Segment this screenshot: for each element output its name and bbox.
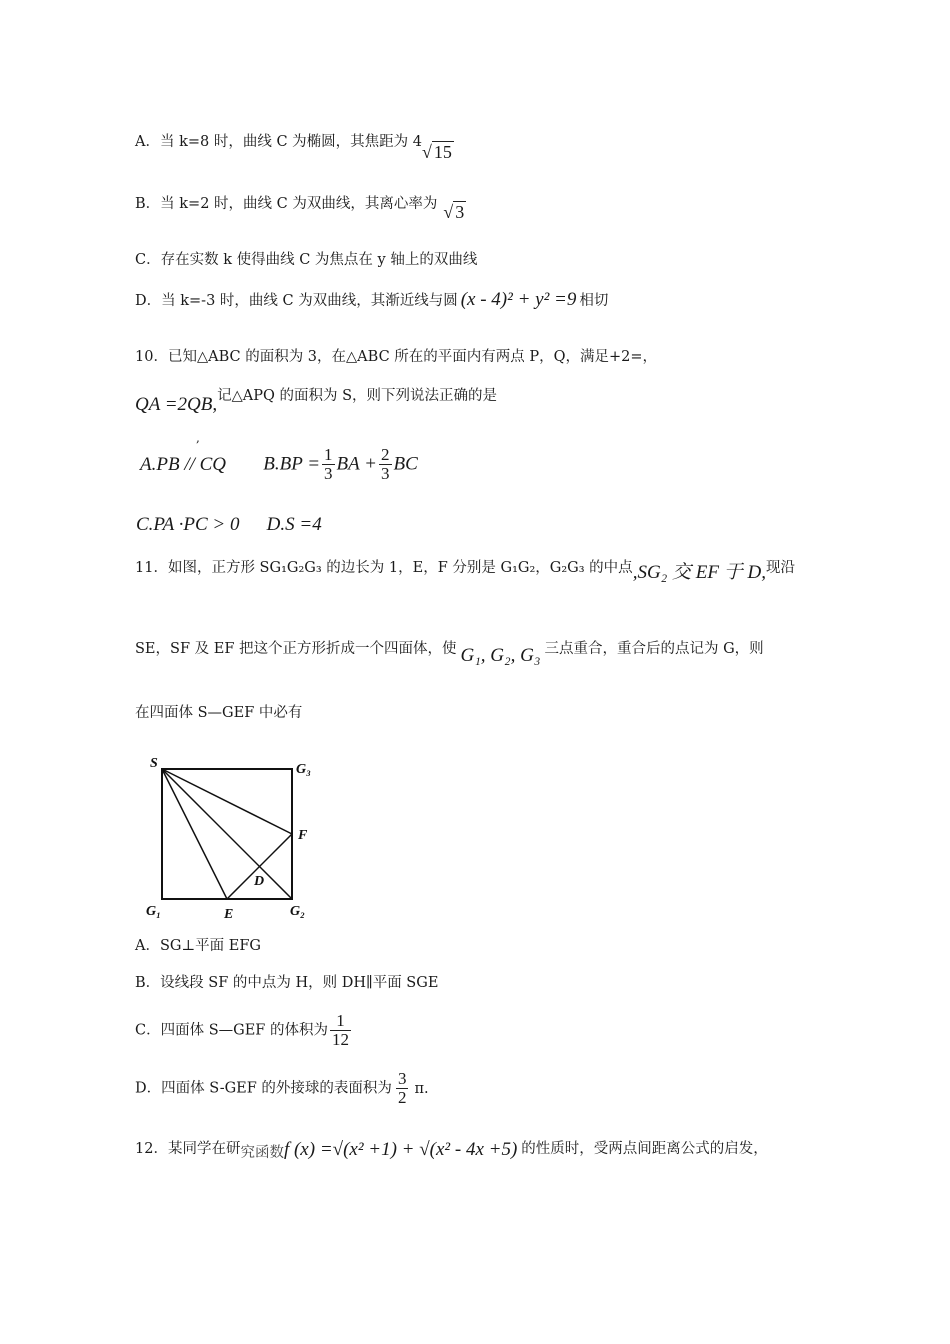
label-D: D	[254, 874, 265, 889]
q11-line2-b: 三点重合，重合后的点记为 G，则	[544, 641, 764, 657]
q11-option-c	[135, 1012, 353, 1049]
frac-den: 3	[324, 464, 333, 483]
frac-den: 12	[331, 1030, 349, 1049]
sqrt-15-radicand: 15	[433, 142, 452, 162]
q9-option-d-tail: 相切	[579, 293, 609, 309]
q11-stem-math: ,SG₂ 交 EF 于 D,	[632, 562, 766, 583]
q10-option-b-tail: BC	[393, 453, 418, 475]
q11-option-a-text: A．SG⊥平面 EFG	[135, 938, 261, 954]
q9-option-d-text: D．当 k=-3 时，曲线 C 为双曲线，其渐近线与圆	[135, 293, 458, 309]
q9-option-a	[135, 130, 454, 162]
frac-two-thirds	[379, 446, 392, 483]
label-G3: G₃	[296, 762, 311, 777]
q10-stem	[135, 347, 657, 367]
frac-num: 1	[324, 445, 333, 464]
q11-line2-a: SE，SF 及 EF 把这个正方形折成一个四面体，使	[135, 641, 457, 657]
q10-option-b-prefix: B.BP =	[263, 453, 321, 475]
circle-equation: (x - 4)² + y² =9	[460, 289, 577, 310]
q9-option-c-text: C．存在实数 k 使得曲线 C 为焦点在 y 轴上的双曲线	[135, 252, 478, 268]
q10-options-cd	[136, 515, 322, 536]
frac-three-halves	[396, 1070, 409, 1107]
q9-option-a-text: A．当 k=8 时，曲线 C 为椭圆，其焦距为 4	[135, 134, 422, 150]
label-E: E	[224, 907, 234, 922]
q9-option-b	[135, 192, 466, 222]
q11-stem-tail: 现沿	[765, 560, 795, 576]
q10-option-c: C.PA ·PC > 0	[136, 514, 240, 535]
segment-SF	[162, 769, 292, 834]
q10-option-d: D.S =4	[266, 514, 322, 535]
q10-option-b-mid: BA +	[336, 453, 377, 475]
q10-comma-mark	[196, 428, 200, 448]
label-S: S	[150, 756, 158, 771]
frac-one-third	[322, 446, 335, 483]
frac-den: 2	[397, 1088, 407, 1107]
q10-options-ab	[140, 446, 418, 483]
q11-option-d	[135, 1070, 429, 1107]
sqrt-3: √ 3	[443, 202, 465, 222]
label-G1: G₁	[146, 904, 161, 919]
q9-option-d	[135, 290, 608, 311]
q11-stem-line2	[135, 638, 764, 666]
q11-stem	[135, 557, 795, 583]
q10-stem-line2	[135, 385, 498, 415]
q11-option-b-text: B．设线段 SF 的中点为 H，则 DH∥平面 SGE	[135, 975, 439, 991]
q12-function-formula: f (x) =√(x² +1) + √(x² - 4x +5)	[283, 1139, 518, 1160]
q10-comma: ,	[196, 431, 200, 445]
q10-stem-text: 10．已知△ABC 的面积为 3，在△ABC 所在的平面内有两点 P，Q，满足+2=，	[135, 349, 658, 365]
q11-stem-line3	[135, 703, 302, 723]
q11-line2-math: G₁, G₂, G₃	[460, 645, 541, 666]
sqrt-15: √ 15	[422, 142, 452, 162]
q12-stem-prefix: 究函数	[240, 1145, 284, 1161]
q11-stem-text: 11．如图，正方形 SG₁G₂G₃ 的边长为 1，E，F 分别是 G₁G₂，G₂G₃ 的中点	[135, 560, 633, 576]
q9-option-c	[135, 250, 477, 270]
sqrt-3-radicand: 3	[455, 202, 465, 222]
q11-option-d-text: D．四面体 S-GEF 的外接球的表面积为	[135, 1080, 392, 1097]
q11-option-d-tail: π.	[414, 1080, 429, 1097]
q12-stem-tail: 的性质时，受两点间距离公式的启发，	[521, 1141, 768, 1157]
q11-option-c-text: C．四面体 S—GEF 的体积为	[135, 1022, 328, 1039]
q11-option-b	[135, 973, 438, 993]
frac-one-twelfth	[330, 1012, 351, 1049]
label-G2: G₂	[290, 904, 305, 919]
segment-SE	[162, 769, 227, 899]
label-F: F	[298, 828, 308, 843]
q11-option-a	[135, 936, 261, 956]
q12-stem	[135, 1138, 768, 1159]
q11-line3-text: 在四面体 S—GEF 中必有	[135, 705, 303, 721]
q10-option-a: A.PB // CQ	[140, 453, 227, 475]
q12-stem-text: 12．某同学在研	[135, 1141, 241, 1157]
frac-den: 3	[381, 464, 390, 483]
q10-stem2-text: 记△APQ 的面积为 S，则下列说法正确的是	[217, 388, 498, 404]
q9-option-b-text: B．当 k=2 时，曲线 C 为双曲线，其离心率为	[135, 196, 438, 212]
segment-SG2	[162, 769, 292, 899]
frac-num: 1	[330, 1012, 351, 1031]
q10-vector-equation: QA =2QB,	[135, 394, 218, 415]
square-fold-figure	[140, 745, 340, 925]
frac-num: 2	[381, 445, 390, 464]
frac-num: 3	[397, 1069, 407, 1088]
